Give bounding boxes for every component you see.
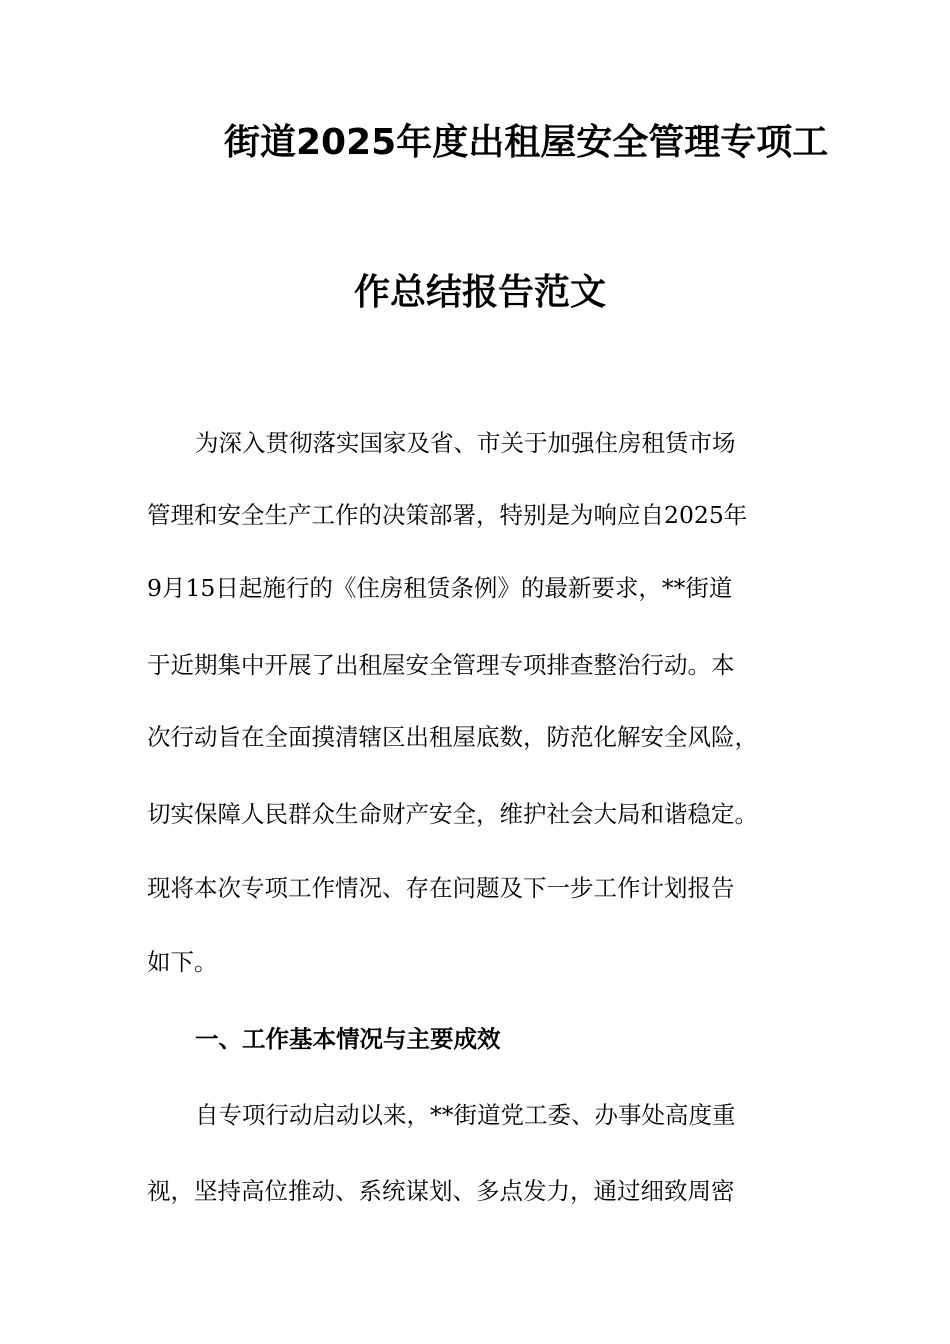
document-title-line-2: 作总结报告范文 [354, 272, 607, 313]
paragraph-line: 如下。 [147, 948, 218, 976]
paragraph-line: 次行动旨在全面摸清辖区出租屋底数，防范化解安全风险， [147, 723, 758, 751]
paragraph-line: 9月15日起施行的《住房租赁条例》的最新要求，**街道 [147, 574, 733, 602]
paragraph-line: 自专项行动启动以来，**街道党工委、办事处高度重 [195, 1101, 736, 1129]
paragraph-line: 为深入贯彻落实国家及省、市关于加强住房租赁市场 [195, 429, 736, 457]
section-heading: 一、工作基本情况与主要成效 [195, 1025, 501, 1053]
paragraph-line: 于近期集中开展了出租屋安全管理专项排查整治行动。本 [147, 651, 735, 679]
paragraph-line: 管理和安全生产工作的决策部署，特别是为响应自2025年 [147, 501, 748, 529]
paragraph-line: 切实保障人民群众生命财产安全，维护社会大局和谐稳定。 [147, 800, 758, 828]
document-title-line-1: 街道2025年度出租屋安全管理专项工 [224, 122, 829, 163]
paragraph-line: 现将本次专项工作情况、存在问题及下一步工作计划报告 [147, 874, 735, 902]
paragraph-line: 视，坚持高位推动、系统谋划、多点发力，通过细致周密 [147, 1177, 735, 1205]
